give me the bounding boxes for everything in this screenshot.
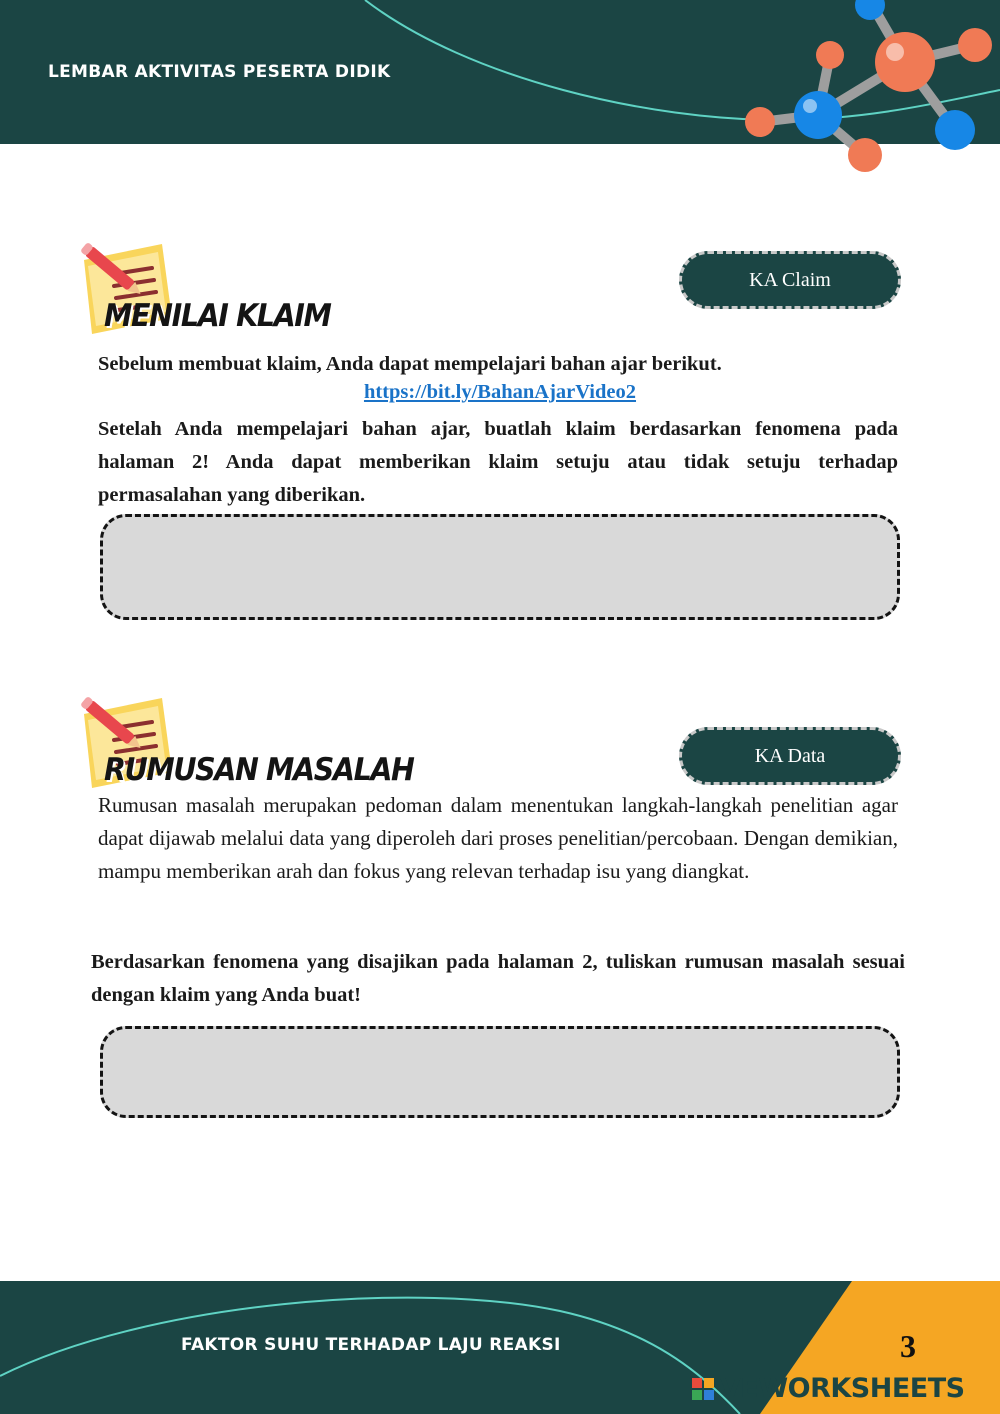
section1-instruction: Setelah Anda mempelajari bahan ajar, buatlah klaim berdasarkan fenomena pada halaman 2! Anda dapat memberikan klaim setuju atau tidak setuju terhadap permasalahan yang diberikan. (98, 418, 898, 506)
header-title: LEMBAR AKTIVITAS PESERTA DIDIK (48, 62, 391, 82)
liveworksheets-logo-icon (692, 1373, 965, 1404)
section2-instruction: Berdasarkan fenomena yang disajikan pada halaman 2, tuliskan rumusan masalah sesuai dengan klaim yang Anda buat! (91, 951, 905, 1006)
bahan-ajar-link[interactable]: https://bit.ly/BahanAjarVideo2 (363, 381, 637, 403)
section-title-rumusan-masalah: RUMUSAN MASALAH (104, 752, 414, 788)
ka-data-badge: KA Data (679, 727, 901, 785)
page-number: 3 (900, 1328, 916, 1364)
footer-banner (0, 1281, 1000, 1414)
problem-formulation-answer-field[interactable] (100, 1026, 900, 1118)
molecule-icon (730, 0, 1000, 180)
footer-title: FAKTOR SUHU TERHADAP LAJU REAKSI (181, 1335, 561, 1355)
section1-intro: Sebelum membuat klaim, Anda dapat mempelajari bahan ajar berikut. (98, 353, 722, 375)
liveworksheets-squares-icon (692, 1378, 714, 1400)
liveworksheets-logo-text: VEWORKSHEETS (720, 1373, 965, 1404)
section-title-menilai-klaim: MENILAI KLAIM (104, 298, 331, 334)
ka-claim-badge: KA Claim (679, 251, 901, 309)
section2-description: Rumusan masalah merupakan pedoman dalam menentukan langkah-langkah penelitian agar dapat dijawab melalui data yang diperoleh dari proses penelitian/percobaan. Dengan demikian, mampu memberikan arah dan fokus yang relevan terhadap isu yang diangkat. (98, 793, 898, 883)
claim-answer-field[interactable] (100, 514, 900, 620)
